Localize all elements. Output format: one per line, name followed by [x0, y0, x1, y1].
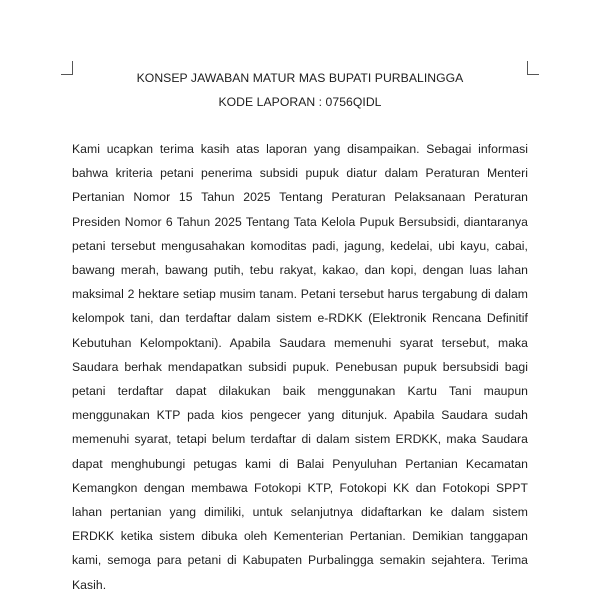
response-paragraph: Kami ucapkan terima kasih atas laporan yang disampaikan. Sebagai informasi bahwa kriteria petani penerima subsidi pupuk diatur dalam Peraturan Menteri Pertanian Nomor 15 Tahun 2025 Tentang Peraturan Pelaksanaan Peraturan Presiden Nomor 6 Tahun 2025 Tentang Tata Kelola Pupuk Bersubsidi, diantaranya petani tersebut mengusahakan komoditas padi, jagung, kedelai, ubi kayu, cabai, bawang merah, bawang putih, tebu rakyat, kakao, dan kopi, dengan luas lahan maksimal 2 hektare setiap musim tanam. Petani tersebut harus tergabung di dalam kelompok tani, dan terdaftar dalam sistem e-RDKK (Elektronik Rencana Definitif Kebutuhan Kelompoktani). Apabila Saudara memenuhi syarat tersebut, maka Saudara berhak mendapatkan subsidi pupuk. Penebusan pupuk bersubsidi bagi petani terdaftar dapat dilakukan baik menggunakan Kartu Tani maupun menggunakan KTP pada kios pengecer yang ditunjuk. Apabila Saudara sudah memenuhi syarat, tetapi belum terdaftar di dalam sistem ERDKK, maka Saudara dapat menghubungi petugas kami di Balai Penyuluhan Pertanian Kecamatan Kemangkon dengan membawa Fotokopi KTP, Fotokopi KK dan Fotokopi SPPT lahan pertanian yang dimiliki, untuk selanjutnya didaftarkan ke dalam sistem ERDKK ketika sistem dibuka oleh Kementerian Pertanian. Demikian tanggapan kami, semoga para petani di Kabupaten Purbalingga semakin sejahtera. Terima Kasih.: [72, 142, 528, 592]
document-title: KONSEP JAWABAN MATUR MAS BUPATI PURBALINGGA: [136, 71, 464, 85]
report-code: KODE LAPORAN : 0756QIDL: [218, 95, 382, 109]
crop-mark-top-right: [527, 61, 539, 75]
